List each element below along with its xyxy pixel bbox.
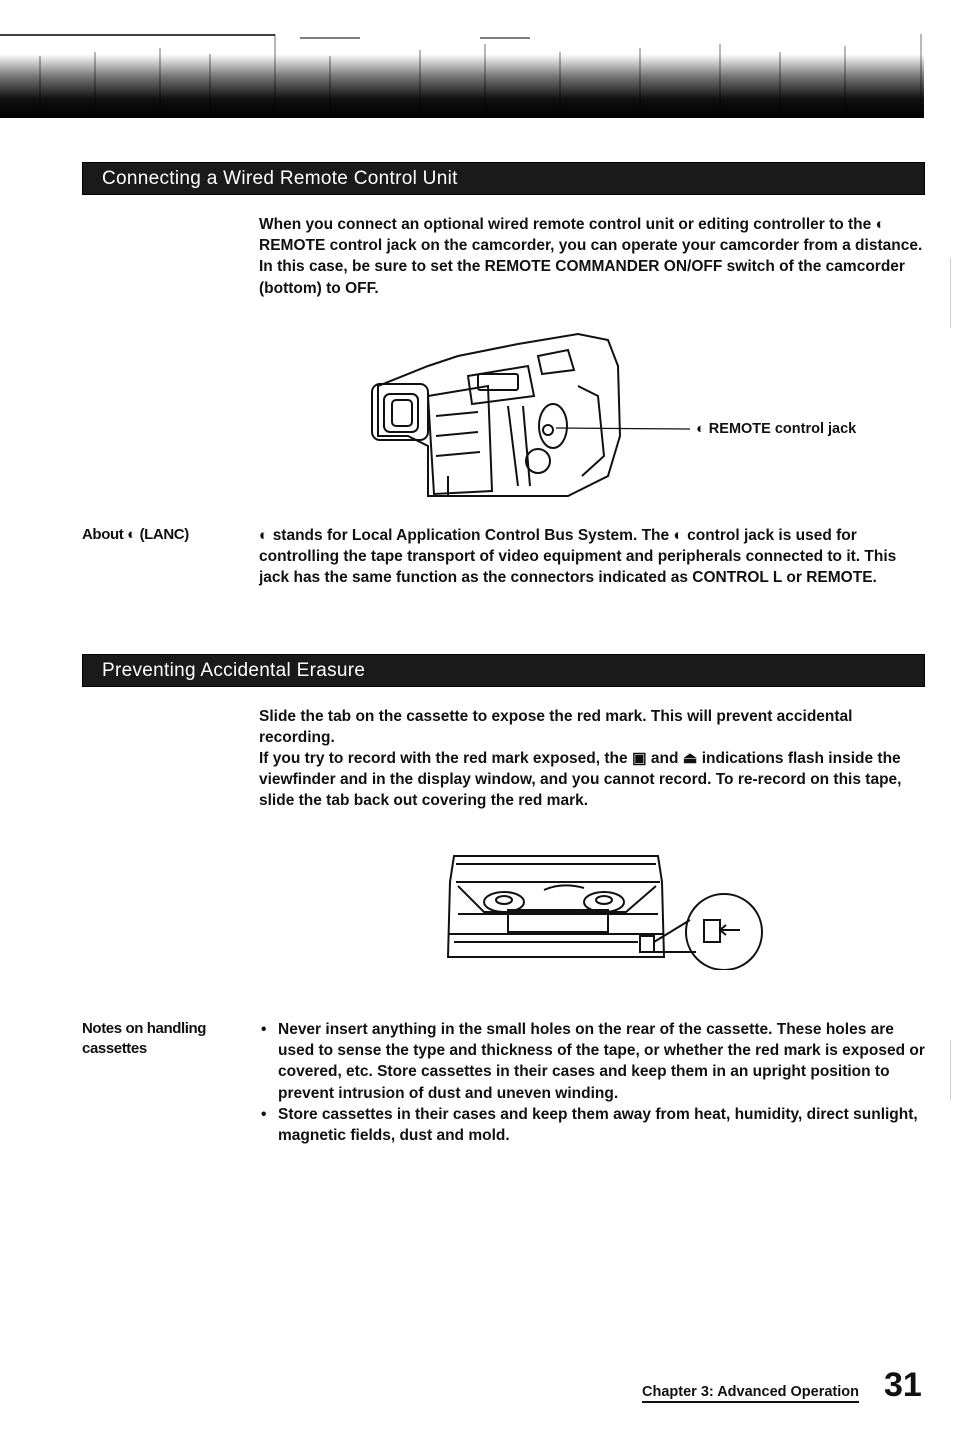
camcorder-illustration (368, 326, 698, 498)
cassette-illustration (444, 852, 769, 970)
callout-label: REMOTE control jack (708, 421, 857, 437)
wired-remote-paragraph: When you connect an optional wired remote control unit or editing controller to the ◐ REMOTE control jack on the camcorder, you can operate your camcorder from a distance. In this case, be sure to set the REMOTE COMMANDER ON/OFF switch of the camcorder (bottom) to OFF. (259, 216, 923, 297)
section-heading-wired-remote: Connecting a Wired Remote Control Unit (82, 162, 925, 195)
bullet-icon: • (261, 1021, 267, 1038)
erasure-paragraph-1: Slide the tab on the cassette to expose the red mark. This will prevent accidental recording. (259, 708, 853, 747)
label-lanc: (LANC) (139, 526, 189, 543)
remote-jack-callout (696, 421, 856, 437)
section-heading-erasure: Preventing Accidental Erasure (82, 654, 925, 687)
erasure-paragraph-2: If you try to record with the red mark exposed, the ▣ and ⏏ indications flash inside the viewfinder and in the display window, and you cannot record. To re-record on this tape, slide the tab back out covering the red mark. (259, 750, 902, 810)
list-item (259, 1104, 927, 1146)
lanc-icon: ◐ (259, 527, 269, 544)
list-item (259, 1019, 927, 1104)
bullet-icon: • (261, 1105, 267, 1123)
bullet-text: Never insert anything in the small holes on the rear of the cassette. These holes are used to sense the type and thickness of the tape, or whether the red mark is exposed or covered, etc. Store cassettes in their cases and keep them in an upright position to prevent intrusion of dust and uneven winding. (278, 1021, 925, 1102)
edge-rule (950, 1040, 951, 1100)
lanc-icon: ◐ (696, 421, 705, 437)
page-number: 31 (884, 1366, 922, 1404)
label-about: About (82, 526, 124, 543)
about-lanc-text: stands for Local Application Control Bus System. The ◐ control jack is used for controlling the tape transport of video equipment and peripherals connected to it. This jack has the same function as the connectors indicated as CONTROL L or REMOTE. (259, 527, 897, 587)
about-lanc-label (82, 525, 242, 545)
lanc-icon: ◐ (127, 526, 136, 543)
edge-rule (950, 258, 951, 328)
bullet-text: Store cassettes in their cases and keep them away from heat, humidity, direct sunlight, magnetic fields, dust and mold. (278, 1105, 918, 1145)
notes-label: Notes on handling cassettes (82, 1020, 207, 1057)
chapter-footer: Chapter 3: Advanced Operation (642, 1384, 859, 1403)
notes-list (259, 1019, 927, 1146)
header-band (0, 34, 924, 118)
about-lanc-paragraph (259, 525, 927, 589)
